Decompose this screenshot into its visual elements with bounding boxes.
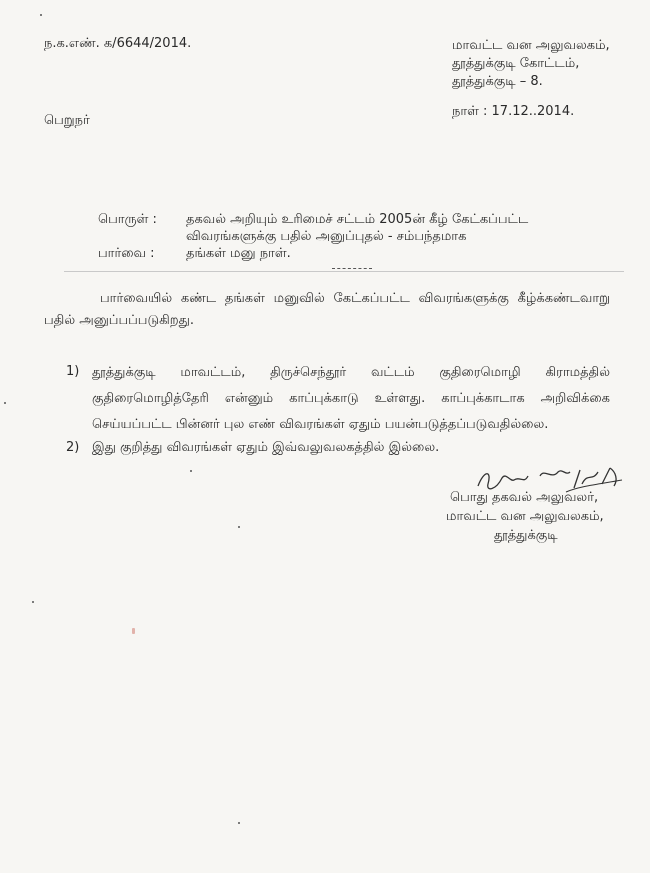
subject-label: பொருள் : xyxy=(98,212,157,227)
subject-line-1: தகவல் அறியும் உரிமைச் சட்டம் 2005ன் கீழ் கேட்கப்பட்ட xyxy=(186,212,529,227)
subject-line-2: விவரங்களுக்கு பதில் அனுப்புதல் - சம்பந்தமாக xyxy=(186,229,467,244)
scan-speck xyxy=(132,628,135,634)
reference-number: ந.க.எண். க/6644/2014. xyxy=(44,36,192,51)
point-text-2: இது குறித்து விவரங்கள் ஏதும் இவ்வலுவலகத்தில் இல்லை. xyxy=(92,440,440,455)
date-colon: : xyxy=(483,104,492,119)
date-line xyxy=(452,104,574,120)
point-number-1: 1) xyxy=(66,364,80,379)
scan-speck xyxy=(40,14,42,16)
point-text-1: தூத்துக்குடி மாவட்டம், திருச்செந்தூர் வட்டம் குதிரைமொழி கிராமத்தில் குதிரைமொழித்தேரி என்னும் காப்புக்காடு உள்ளது. காப்புக்காடாக அறிவிக்கை செய்யப்பட்ட பின்னர் புல எண் விவரங்கள் ஏதும் பயன்படுத்தப்படுவதில்லை. xyxy=(92,365,610,432)
reference-label: பார்வை : xyxy=(98,246,155,261)
date-value: 17.12..2014. xyxy=(491,104,575,119)
recipient-label: பெறுநர் xyxy=(44,113,90,128)
body-intro: பார்வையில் கண்ட தங்கள் மனுவில் கேட்கப்பட்ட விவரங்களுக்கு கீழ்க்கண்டவாறு பதில் அனுப்பப்படுகிறது. xyxy=(44,291,610,328)
scan-speck xyxy=(238,526,240,528)
scan-speck xyxy=(238,822,240,824)
signatory-place: தூத்துக்குடி xyxy=(494,528,558,543)
signatory-office: மாவட்ட வன அலுவலகம், xyxy=(446,509,604,524)
date-label: நாள் xyxy=(452,104,479,119)
scan-speck xyxy=(190,470,192,472)
signatory-title: பொது தகவல் அலுவலர், xyxy=(450,490,599,505)
separator-dash xyxy=(332,268,372,269)
reference-text: தங்கள் மனு நாள். xyxy=(186,246,291,261)
scan-speck xyxy=(4,402,6,404)
scan-speck xyxy=(32,601,34,603)
point-number-2: 2) xyxy=(66,440,80,455)
office-line-1: மாவட்ட வன அலுவலகம், xyxy=(452,38,610,53)
faint-rule xyxy=(64,271,624,272)
office-line-2: தூத்துக்குடி கோட்டம், xyxy=(452,56,580,71)
office-line-3: தூத்துக்குடி – 8. xyxy=(452,74,543,89)
